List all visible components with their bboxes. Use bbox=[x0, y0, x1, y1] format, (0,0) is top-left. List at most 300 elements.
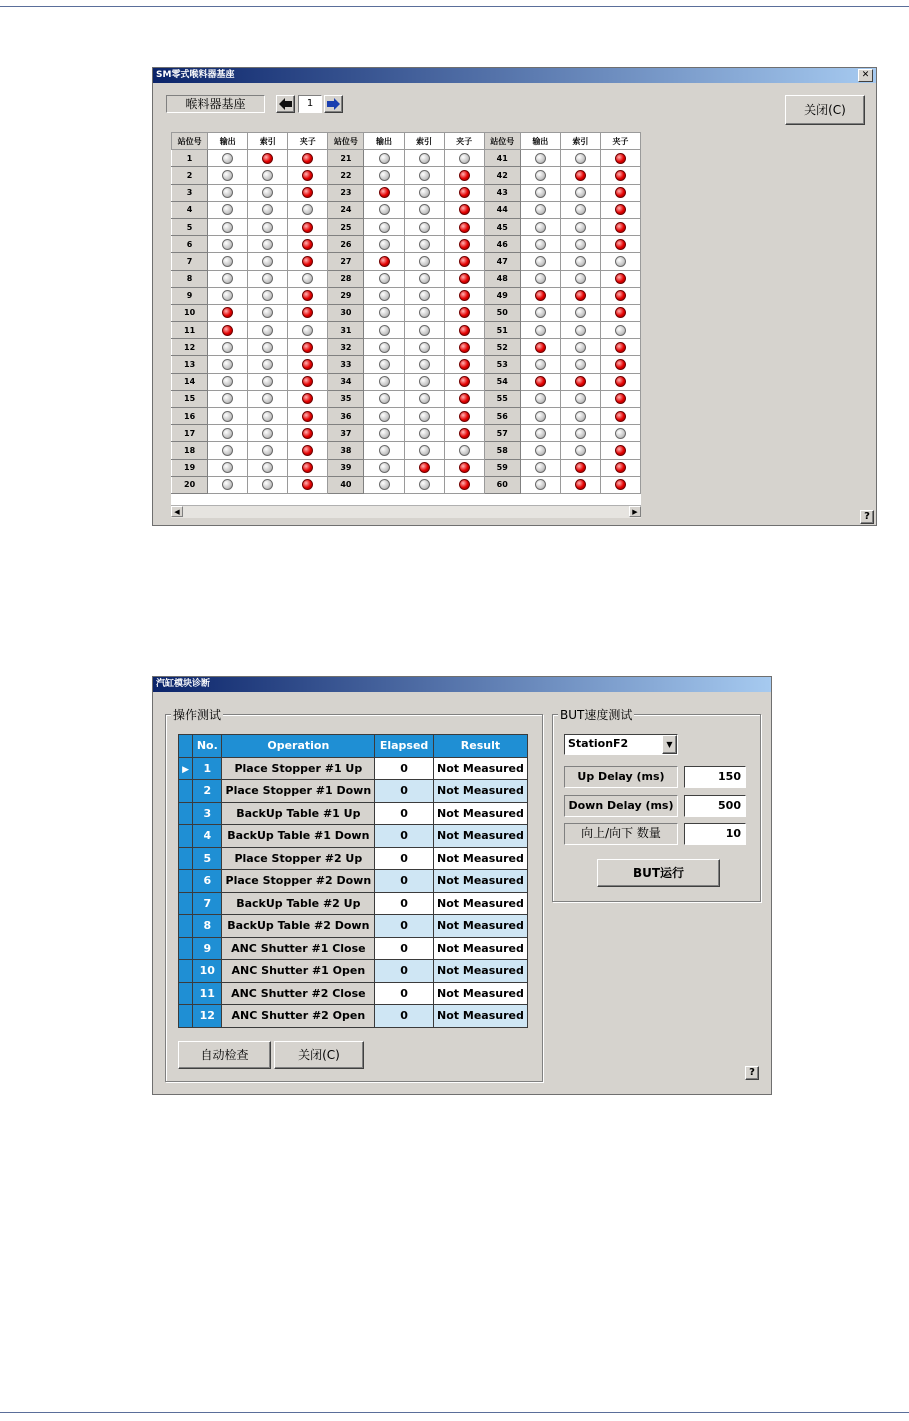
chevron-down-icon[interactable]: ▼ bbox=[662, 735, 677, 754]
led-cell bbox=[288, 201, 328, 218]
row-number: 11 bbox=[193, 982, 222, 1005]
led-cell bbox=[248, 304, 288, 321]
led-cell bbox=[560, 356, 600, 373]
led-cell bbox=[364, 442, 404, 459]
operation-name[interactable]: ANC Shutter #1 Close bbox=[222, 937, 375, 960]
led-cell bbox=[364, 390, 404, 407]
led-off-icon bbox=[575, 307, 586, 318]
led-off-icon bbox=[419, 239, 430, 250]
feeder-close-button[interactable]: 关闭(C) bbox=[785, 95, 865, 125]
station-number-header: 站位号 bbox=[484, 133, 520, 150]
result-value: Not Measured bbox=[433, 757, 527, 780]
led-column-header: 夹子 bbox=[600, 133, 640, 150]
station-number-header: 站位号 bbox=[328, 133, 364, 150]
led-cell bbox=[248, 150, 288, 167]
station-row bbox=[172, 201, 641, 218]
led-cell bbox=[560, 201, 600, 218]
led-off-icon bbox=[379, 170, 390, 181]
up-delay-input[interactable]: 150 bbox=[684, 766, 746, 788]
col-elapsed-header: Elapsed bbox=[375, 735, 434, 758]
feeder-dialog-title: SM零式喉料器基座 bbox=[156, 70, 235, 80]
led-cell bbox=[560, 476, 600, 493]
led-cell bbox=[364, 425, 404, 442]
led-off-icon bbox=[379, 273, 390, 284]
led-cell bbox=[248, 322, 288, 339]
next-page-button[interactable] bbox=[324, 95, 343, 113]
led-on-icon bbox=[459, 273, 470, 284]
led-cell bbox=[600, 442, 640, 459]
led-off-icon bbox=[535, 325, 546, 336]
row-selector[interactable] bbox=[179, 982, 193, 1005]
col-result-header: Result bbox=[433, 735, 527, 758]
led-on-icon bbox=[535, 376, 546, 387]
operation-name[interactable]: BackUp Table #1 Up bbox=[222, 802, 375, 825]
led-cell bbox=[288, 442, 328, 459]
led-cell bbox=[288, 339, 328, 356]
led-off-icon bbox=[262, 239, 273, 250]
led-cell bbox=[248, 167, 288, 184]
led-off-icon bbox=[535, 359, 546, 370]
led-cell bbox=[364, 287, 404, 304]
row-selector[interactable] bbox=[179, 915, 193, 938]
operation-name[interactable]: BackUp Table #1 Down bbox=[222, 825, 375, 848]
operation-table-container bbox=[178, 734, 528, 1028]
led-cell bbox=[600, 408, 640, 425]
led-cell bbox=[208, 322, 248, 339]
result-value: Not Measured bbox=[433, 802, 527, 825]
led-cell bbox=[288, 253, 328, 270]
led-off-icon bbox=[535, 393, 546, 404]
station-number: 55 bbox=[484, 390, 520, 407]
led-off-icon bbox=[262, 307, 273, 318]
led-off-icon bbox=[575, 445, 586, 456]
led-off-icon bbox=[302, 325, 313, 336]
led-cell bbox=[288, 356, 328, 373]
led-off-icon bbox=[222, 428, 233, 439]
led-column-header: 夹子 bbox=[288, 133, 328, 150]
help-icon[interactable]: ? bbox=[745, 1066, 759, 1080]
led-cell bbox=[560, 425, 600, 442]
row-number: 4 bbox=[193, 825, 222, 848]
station-row bbox=[172, 373, 641, 390]
row-selector[interactable] bbox=[179, 780, 193, 803]
led-off-icon bbox=[419, 153, 430, 164]
elapsed-value: 0 bbox=[375, 982, 434, 1005]
led-cell bbox=[404, 459, 444, 476]
operation-row[interactable] bbox=[179, 825, 528, 848]
led-cell bbox=[520, 150, 560, 167]
led-off-icon bbox=[222, 204, 233, 215]
row-selector[interactable] bbox=[179, 937, 193, 960]
led-cell bbox=[288, 304, 328, 321]
led-on-icon bbox=[302, 256, 313, 267]
led-on-icon bbox=[535, 342, 546, 353]
help-icon[interactable]: ? bbox=[860, 510, 874, 524]
row-selector[interactable] bbox=[179, 847, 193, 870]
led-cell bbox=[248, 218, 288, 235]
but-run-button[interactable]: BUT运行 bbox=[597, 859, 720, 887]
count-input[interactable]: 10 bbox=[684, 823, 746, 845]
led-on-icon bbox=[459, 428, 470, 439]
row-pointer-icon: ▶ bbox=[182, 764, 190, 775]
led-cell bbox=[404, 184, 444, 201]
led-cell bbox=[600, 270, 640, 287]
station-number: 33 bbox=[328, 356, 364, 373]
led-cell bbox=[520, 356, 560, 373]
close-icon[interactable]: ✕ bbox=[858, 69, 873, 82]
led-cell bbox=[520, 373, 560, 390]
horizontal-scrollbar[interactable] bbox=[171, 505, 641, 518]
led-cell bbox=[404, 167, 444, 184]
led-cell bbox=[208, 184, 248, 201]
led-off-icon bbox=[615, 325, 626, 336]
led-off-icon bbox=[535, 256, 546, 267]
led-cell bbox=[560, 373, 600, 390]
led-cell bbox=[520, 167, 560, 184]
station-number: 18 bbox=[172, 442, 208, 459]
result-value: Not Measured bbox=[433, 825, 527, 848]
station-number: 25 bbox=[328, 218, 364, 235]
operation-name[interactable]: Place Stopper #1 Down bbox=[222, 780, 375, 803]
station-number: 17 bbox=[172, 425, 208, 442]
operation-name[interactable]: Place Stopper #2 Up bbox=[222, 847, 375, 870]
scroll-right-arrow[interactable]: ▶ bbox=[629, 506, 641, 517]
operation-row[interactable] bbox=[179, 1005, 528, 1028]
led-off-icon bbox=[262, 325, 273, 336]
station-number: 4 bbox=[172, 201, 208, 218]
led-off-icon bbox=[535, 428, 546, 439]
operation-name[interactable]: Place Stopper #1 Up bbox=[222, 757, 375, 780]
cylinder-diagnosis-dialog bbox=[152, 676, 772, 1095]
arrow-right-icon bbox=[326, 97, 341, 111]
led-cell bbox=[560, 442, 600, 459]
led-cell bbox=[560, 339, 600, 356]
station-grid bbox=[171, 132, 641, 494]
station-number: 32 bbox=[328, 339, 364, 356]
led-off-icon bbox=[535, 239, 546, 250]
led-cell bbox=[560, 459, 600, 476]
led-cell bbox=[364, 459, 404, 476]
page-number-field[interactable] bbox=[298, 95, 322, 113]
led-off-icon bbox=[615, 256, 626, 267]
led-cell bbox=[208, 408, 248, 425]
cylinder-dialog-titlebar bbox=[153, 677, 771, 692]
led-on-icon bbox=[575, 170, 586, 181]
page-number-text: 1 bbox=[306, 98, 314, 109]
station-number: 57 bbox=[484, 425, 520, 442]
row-selector[interactable] bbox=[179, 1005, 193, 1028]
led-cell bbox=[208, 201, 248, 218]
operation-row[interactable] bbox=[179, 892, 528, 915]
led-cell bbox=[208, 373, 248, 390]
result-value: Not Measured bbox=[433, 915, 527, 938]
led-on-icon bbox=[459, 411, 470, 422]
led-on-icon bbox=[615, 307, 626, 318]
station-number: 15 bbox=[172, 390, 208, 407]
operation-row[interactable] bbox=[179, 915, 528, 938]
led-off-icon bbox=[262, 393, 273, 404]
operation-row[interactable] bbox=[179, 982, 528, 1005]
elapsed-value: 0 bbox=[375, 825, 434, 848]
result-value: Not Measured bbox=[433, 780, 527, 803]
led-off-icon bbox=[535, 445, 546, 456]
led-column-header: 索引 bbox=[404, 133, 444, 150]
led-on-icon bbox=[575, 479, 586, 490]
operation-name[interactable]: ANC Shutter #2 Close bbox=[222, 982, 375, 1005]
led-cell bbox=[600, 425, 640, 442]
led-cell bbox=[444, 150, 484, 167]
led-cell bbox=[444, 339, 484, 356]
led-on-icon bbox=[535, 290, 546, 301]
led-off-icon bbox=[535, 411, 546, 422]
operation-row[interactable] bbox=[179, 802, 528, 825]
led-on-icon bbox=[459, 256, 470, 267]
led-on-icon bbox=[459, 462, 470, 473]
prev-page-button[interactable] bbox=[276, 95, 295, 113]
station-number: 51 bbox=[484, 322, 520, 339]
operation-row[interactable] bbox=[179, 847, 528, 870]
station-select[interactable] bbox=[564, 734, 678, 755]
operation-row[interactable] bbox=[179, 870, 528, 893]
led-off-icon bbox=[262, 411, 273, 422]
led-cell bbox=[248, 287, 288, 304]
led-cell bbox=[364, 339, 404, 356]
led-cell bbox=[404, 356, 444, 373]
row-selector[interactable] bbox=[179, 825, 193, 848]
led-off-icon bbox=[575, 239, 586, 250]
led-cell bbox=[600, 287, 640, 304]
led-cell bbox=[560, 270, 600, 287]
row-selector[interactable] bbox=[179, 757, 193, 780]
led-on-icon bbox=[379, 187, 390, 198]
station-grid-container bbox=[171, 132, 641, 516]
station-row bbox=[172, 322, 641, 339]
led-cell bbox=[444, 287, 484, 304]
led-cell bbox=[560, 304, 600, 321]
led-cell bbox=[208, 425, 248, 442]
led-off-icon bbox=[575, 359, 586, 370]
operation-row[interactable] bbox=[179, 757, 528, 780]
led-cell bbox=[364, 356, 404, 373]
station-number: 2 bbox=[172, 167, 208, 184]
led-on-icon bbox=[302, 428, 313, 439]
led-cell bbox=[288, 373, 328, 390]
led-cell bbox=[288, 476, 328, 493]
led-cell bbox=[600, 236, 640, 253]
led-cell bbox=[364, 408, 404, 425]
led-on-icon bbox=[615, 170, 626, 181]
led-on-icon bbox=[302, 359, 313, 370]
led-cell bbox=[560, 184, 600, 201]
led-off-icon bbox=[419, 187, 430, 198]
led-off-icon bbox=[575, 428, 586, 439]
station-number: 24 bbox=[328, 201, 364, 218]
led-off-icon bbox=[262, 479, 273, 490]
led-on-icon bbox=[615, 411, 626, 422]
led-on-icon bbox=[575, 462, 586, 473]
led-off-icon bbox=[379, 428, 390, 439]
scroll-left-arrow[interactable]: ◀ bbox=[171, 506, 183, 517]
led-cell bbox=[248, 253, 288, 270]
down-delay-input[interactable]: 500 bbox=[684, 795, 746, 817]
station-number: 36 bbox=[328, 408, 364, 425]
row-selector[interactable] bbox=[179, 892, 193, 915]
row-number: 6 bbox=[193, 870, 222, 893]
led-on-icon bbox=[615, 479, 626, 490]
led-on-icon bbox=[459, 479, 470, 490]
but-speed-test-label: BUT速度测试 bbox=[560, 708, 633, 722]
led-cell bbox=[600, 339, 640, 356]
station-number: 40 bbox=[328, 476, 364, 493]
station-number: 59 bbox=[484, 459, 520, 476]
led-cell bbox=[600, 356, 640, 373]
led-off-icon bbox=[262, 342, 273, 353]
led-off-icon bbox=[262, 222, 273, 233]
up-delay-label: Up Delay (ms) bbox=[564, 766, 678, 788]
led-cell bbox=[444, 373, 484, 390]
station-row bbox=[172, 459, 641, 476]
led-cell bbox=[520, 339, 560, 356]
led-cell bbox=[404, 253, 444, 270]
operation-row[interactable] bbox=[179, 937, 528, 960]
led-cell bbox=[208, 253, 248, 270]
led-cell bbox=[520, 442, 560, 459]
station-row bbox=[172, 476, 641, 493]
led-cell bbox=[520, 425, 560, 442]
led-cell bbox=[208, 459, 248, 476]
led-cell bbox=[520, 408, 560, 425]
led-cell bbox=[248, 459, 288, 476]
led-off-icon bbox=[379, 411, 390, 422]
led-off-icon bbox=[222, 359, 233, 370]
led-on-icon bbox=[615, 153, 626, 164]
auto-check-button[interactable]: 自动检查 bbox=[178, 1041, 271, 1069]
led-cell bbox=[404, 150, 444, 167]
operation-row[interactable] bbox=[179, 780, 528, 803]
led-cell bbox=[520, 253, 560, 270]
led-cell bbox=[560, 322, 600, 339]
row-selector[interactable] bbox=[179, 960, 193, 983]
led-cell bbox=[288, 287, 328, 304]
station-grid-body bbox=[172, 150, 641, 494]
led-off-icon bbox=[262, 445, 273, 456]
led-off-icon bbox=[379, 153, 390, 164]
led-off-icon bbox=[575, 256, 586, 267]
led-off-icon bbox=[262, 428, 273, 439]
led-on-icon bbox=[615, 376, 626, 387]
led-cell bbox=[208, 218, 248, 235]
led-on-icon bbox=[302, 290, 313, 301]
led-off-icon bbox=[575, 342, 586, 353]
led-cell bbox=[444, 253, 484, 270]
station-number: 22 bbox=[328, 167, 364, 184]
col-no-header: No. bbox=[193, 735, 222, 758]
led-off-icon bbox=[222, 170, 233, 181]
led-cell bbox=[208, 339, 248, 356]
station-number: 45 bbox=[484, 218, 520, 235]
elapsed-value: 0 bbox=[375, 870, 434, 893]
led-on-icon bbox=[302, 222, 313, 233]
row-selector[interactable] bbox=[179, 802, 193, 825]
led-on-icon bbox=[262, 153, 273, 164]
led-column-header: 索引 bbox=[560, 133, 600, 150]
led-off-icon bbox=[575, 187, 586, 198]
result-value: Not Measured bbox=[433, 937, 527, 960]
led-off-icon bbox=[535, 307, 546, 318]
led-off-icon bbox=[419, 445, 430, 456]
led-on-icon bbox=[302, 153, 313, 164]
led-off-icon bbox=[575, 153, 586, 164]
station-number-header: 站位号 bbox=[172, 133, 208, 150]
operation-row[interactable] bbox=[179, 960, 528, 983]
station-number: 38 bbox=[328, 442, 364, 459]
led-off-icon bbox=[222, 239, 233, 250]
led-off-icon bbox=[419, 204, 430, 215]
result-value: Not Measured bbox=[433, 960, 527, 983]
led-off-icon bbox=[535, 170, 546, 181]
led-cell bbox=[444, 201, 484, 218]
led-cell bbox=[404, 287, 444, 304]
top-page-rule bbox=[0, 6, 909, 7]
led-off-icon bbox=[379, 325, 390, 336]
led-cell bbox=[248, 476, 288, 493]
led-off-icon bbox=[379, 445, 390, 456]
led-cell bbox=[560, 150, 600, 167]
station-row bbox=[172, 167, 641, 184]
down-delay-label: Down Delay (ms) bbox=[564, 795, 678, 817]
operation-name[interactable]: ANC Shutter #1 Open bbox=[222, 960, 375, 983]
led-cell bbox=[364, 236, 404, 253]
led-column-header: 输出 bbox=[364, 133, 404, 150]
operation-name[interactable]: Place Stopper #2 Down bbox=[222, 870, 375, 893]
led-on-icon bbox=[459, 204, 470, 215]
led-cell bbox=[560, 218, 600, 235]
led-on-icon bbox=[302, 411, 313, 422]
led-off-icon bbox=[222, 153, 233, 164]
cylinder-close-button[interactable]: 关闭(C) bbox=[274, 1041, 364, 1069]
feeder-dialog-titlebar bbox=[153, 68, 876, 83]
station-row bbox=[172, 253, 641, 270]
elapsed-value: 0 bbox=[375, 802, 434, 825]
led-on-icon bbox=[459, 307, 470, 318]
count-label: 向上/向下 数量 bbox=[564, 823, 678, 845]
row-number: 8 bbox=[193, 915, 222, 938]
led-cell bbox=[404, 408, 444, 425]
row-selector[interactable] bbox=[179, 870, 193, 893]
station-row bbox=[172, 442, 641, 459]
led-off-icon bbox=[379, 393, 390, 404]
station-number: 43 bbox=[484, 184, 520, 201]
led-cell bbox=[600, 218, 640, 235]
station-number: 50 bbox=[484, 304, 520, 321]
led-cell bbox=[288, 236, 328, 253]
led-on-icon bbox=[459, 376, 470, 387]
operation-name[interactable]: BackUp Table #2 Down bbox=[222, 915, 375, 938]
operation-name[interactable]: BackUp Table #2 Up bbox=[222, 892, 375, 915]
led-cell bbox=[404, 425, 444, 442]
led-cell bbox=[560, 390, 600, 407]
led-off-icon bbox=[222, 445, 233, 456]
led-cell bbox=[208, 476, 248, 493]
led-cell bbox=[520, 236, 560, 253]
elapsed-value: 0 bbox=[375, 1005, 434, 1028]
col-operation-header: Operation bbox=[222, 735, 375, 758]
led-cell bbox=[288, 390, 328, 407]
station-number: 16 bbox=[172, 408, 208, 425]
station-number: 30 bbox=[328, 304, 364, 321]
operation-table bbox=[178, 734, 528, 1028]
operation-name[interactable]: ANC Shutter #2 Open bbox=[222, 1005, 375, 1028]
